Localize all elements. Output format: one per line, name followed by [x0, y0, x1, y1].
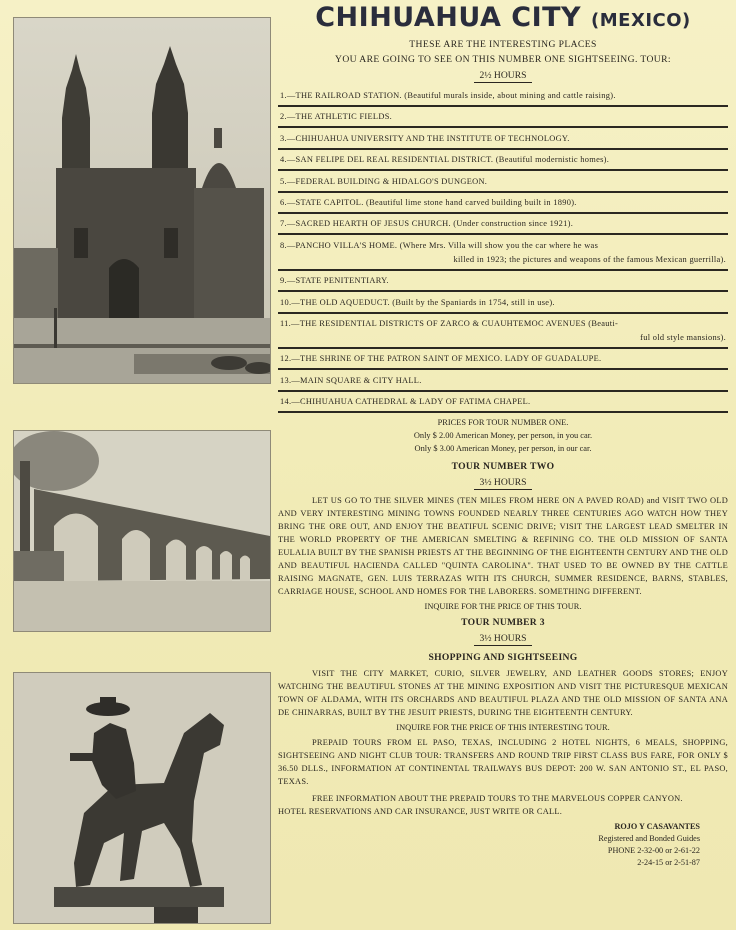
price-line-1: Only $ 2.00 American Money, per person, in you car. — [413, 431, 593, 441]
tour-two-duration: 3½ HOURS — [474, 477, 533, 490]
tour-three-duration-wrap — [278, 628, 728, 646]
tour-two-duration-wrap — [278, 472, 728, 490]
stop-text: 8.—PANCHO VILLA'S HOME. (Where Mrs. Villa will show you the car where he was — [280, 240, 599, 250]
guides-phone-1: PHONE 2-32-00 or 2-61-22 — [607, 846, 700, 856]
stop-item — [278, 175, 728, 193]
stop-item — [278, 239, 728, 271]
stop-item — [278, 317, 728, 349]
aqueduct-image — [14, 431, 270, 631]
tour-two-inquire: INQUIRE FOR THE PRICE OF THIS TOUR. — [424, 602, 582, 612]
guides-contact — [278, 821, 728, 869]
stop-item — [278, 296, 728, 314]
stop-text-continued: ful old style mansions). — [640, 332, 726, 342]
guides-name: ROJO Y CASAVANTES — [614, 822, 700, 832]
title-suffix: (MEXICO) — [591, 10, 691, 31]
aqueduct-photo — [13, 430, 271, 632]
stop-item — [278, 352, 728, 370]
tour-two-description: LET US GO TO THE SILVER MINES (TEN MILES FROM HERE ON A PAVED ROAD) and VISIT TWO OLD AND VERY INTERESTING MINING TOWNS FOUNDED NEARLY THREE CENTURIES AGO WATCH HOW THEY BRING THE ORE OUT, AND ENJOY THE BEATIFUL SCENIC DRIVE; VISIT THE LARGEST LEAD SMELTER IN THE WORLD PROPERTY OF THE AMERICAN SMELTING & REFINING CO. THE OLD MISSION OF SANTA EULALIA BUILT BY THE SPANISH PRIESTS AT THE BEGINNING OF THE EIGHTEENTH CENTURY AND THE OLD AND BEAUTIFUL HACIENDA CALLED "QUINTA CAROLINA". THAT USED TO BE OWNED BY THE CATTLE RAISING MAGNATE, GEN. LUIS TERRAZAS WITH ITS CHURCH, SUMMER RESIDENCE, BARNS, STABLES, CARRIAGE HOUSE, SCHOOL AND HOMES FOR THE LABORERS. SOMETHING DIFFERENT. — [278, 496, 728, 597]
stop-text: 11.—THE RESIDENTIAL DISTRICTS OF ZARCO & CUAUHTEMOC AVENUES (Beauti- — [280, 318, 619, 328]
price-line-2: Only $ 3.00 American Money, per person, in our car. — [414, 444, 592, 454]
tour-one-prices — [278, 416, 728, 455]
stop-item — [278, 274, 728, 292]
stop-item — [278, 110, 728, 128]
stop-text: 2.—THE ATHLETIC FIELDS. — [280, 112, 393, 122]
statue-image — [14, 673, 270, 923]
stop-text: 14.—CHIHUAHUA CATHEDRAL & LADY OF FATIMA CHAPEL. — [280, 397, 531, 407]
intro-line-2: YOU ARE GOING TO SEE ON THIS NUMBER ONE SIGHTSEEING. TOUR: — [335, 54, 671, 65]
tour-text-column — [278, 2, 728, 928]
hotel-reservations-text: HOTEL RESERVATIONS AND CAR INSURANCE, JUST WRITE OR CALL. — [278, 807, 563, 817]
stop-item — [278, 217, 728, 235]
prices-heading: PRICES FOR TOUR NUMBER ONE. — [437, 418, 569, 428]
stop-text-continued: killed in 1923; the pictures and weapons of the famous Mexican guerrilla). — [453, 254, 726, 264]
page-title — [278, 2, 728, 37]
stop-text: 6.—STATE CAPITOL. (Beautiful lime stone hand carved building built in 1890). — [280, 197, 577, 207]
stop-text: 3.—CHIHUAHUA UNIVERSITY AND THE INSTITUTE OF TECHNOLOGY. — [280, 133, 570, 143]
stop-item — [278, 89, 728, 107]
cathedral-image — [14, 18, 270, 383]
title-main: CHIHUAHUA CITY — [315, 2, 582, 33]
guides-phone-2: 2-24-15 or 2-51-87 — [637, 858, 700, 868]
stop-text: 12.—THE SHRINE OF THE PATRON SAINT OF MEXICO. LADY OF GUADALUPE. — [280, 354, 602, 364]
stop-text: 1.—THE RAILROAD STATION. (Beautiful murals inside, about mining and cattle raising). — [280, 91, 616, 100]
stop-text: 9.—STATE PENITENTIARY. — [280, 276, 389, 286]
stop-item — [278, 153, 728, 171]
stop-text: 4.—SAN FELIPE DEL REAL RESIDENTIAL DISTRICT. (Beautiful modernistic homes). — [280, 155, 610, 165]
tour-one-duration-wrap — [278, 65, 728, 83]
cathedral-photo — [13, 17, 271, 384]
tour-one-duration: 2½ HOURS — [474, 70, 533, 83]
tour-three-heading: TOUR NUMBER 3 — [461, 617, 545, 629]
tour-one-stops — [278, 89, 728, 413]
copper-canyon-text: FREE INFORMATION ABOUT THE PREPAID TOURS TO THE MARVELOUS COPPER CANYON. — [312, 794, 683, 804]
statue-photo — [13, 672, 271, 924]
stop-item — [278, 374, 728, 392]
stop-item — [278, 395, 728, 413]
prepaid-tours-text: PREPAID TOURS FROM EL PASO, TEXAS, INCLUDING 2 HOTEL NIGHTS, 6 MEALS, SHOPPING, SIGHTSEEING AND NIGHT CLUB TOUR: TRANSFERS AND ROUND TRIP FIRST CLASS BUS FARE, FOR ONLY $ 36.50 DLLS., INFORMATION AT CONTINENTAL TRAILWAYS BUS DEPOT: 200 W. SAN ANTONIO ST., EL PASO, TEXAS. — [278, 738, 728, 787]
tour-three-subheading: SHOPPING AND SIGHTSEEING — [428, 652, 578, 664]
tour-two-heading: TOUR NUMBER TWO — [451, 461, 555, 473]
guides-subtitle: Registered and Bonded Guides — [598, 834, 700, 844]
tour-three-inquire: INQUIRE FOR THE PRICE OF THIS INTERESTING TOUR. — [396, 723, 610, 733]
stop-item — [278, 196, 728, 214]
stop-text: 10.—THE OLD AQUEDUCT. (Built by the Spaniards in 1754, still in use). — [280, 297, 555, 307]
stop-item — [278, 132, 728, 150]
intro-line-1: THESE ARE THE INTERESTING PLACES — [409, 39, 597, 50]
stop-text: 13.—MAIN SQUARE & CITY HALL. — [280, 375, 422, 385]
stop-text: 7.—SACRED HEARTH OF JESUS CHURCH. (Under construction since 1921). — [280, 219, 574, 229]
stop-text: 5.—FEDERAL BUILDING & HIDALGO'S DUNGEON. — [280, 176, 488, 186]
tour-three-description: VISIT THE CITY MARKET, CURIO, SILVER JEWELRY, AND LEATHER GOODS STORES; ENJOY WATCHING THE BEAUTIFUL STONES AT THE MINING EXPOSITION AND VISIT THE PICTURESQUE MEXICAN TOWN OF ALDAMA, WITH ITS ORCHARDS AND BEAUTIFUL PLAZA AND THE OLD MISSION OF SANTA ANA DE CHINARRAS, BUILT BY THE JESUIT PRIESTS, DURING THE EIGHTEENTH CENTURY. — [278, 669, 728, 718]
tour-three-duration: 3½ HOURS — [474, 633, 533, 646]
